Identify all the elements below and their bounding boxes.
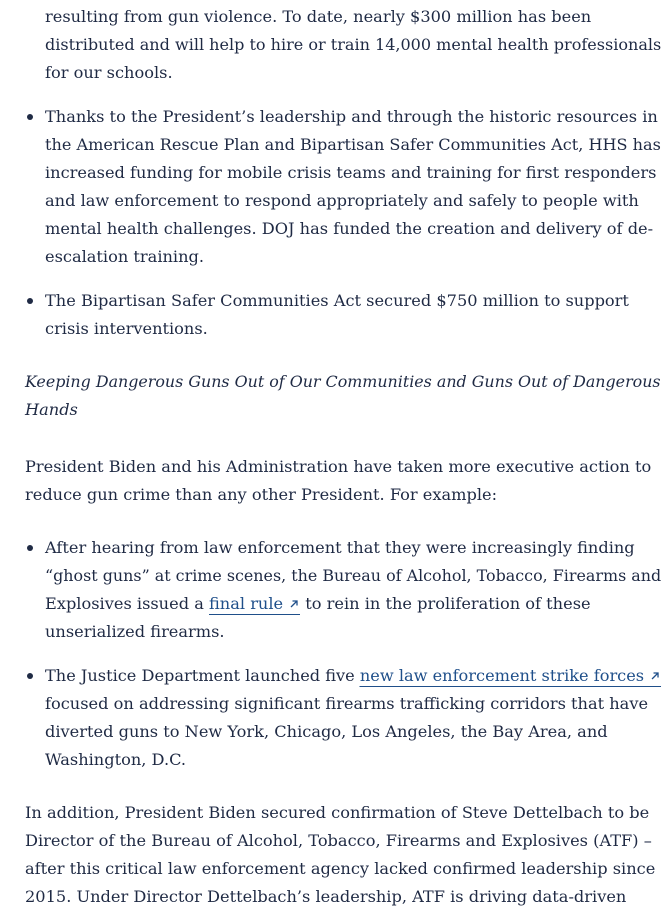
text-line — [45, 662, 661, 690]
link-label: final rule — [209, 594, 284, 613]
bullet-dot — [27, 545, 33, 551]
text-line: resulting from gun violence. To date, nearly $300 million has been — [45, 7, 592, 26]
text-line: for our schools. — [45, 63, 173, 82]
paragraph-line: after this critical law enforcement agency lacked confirmed leadership since — [25, 859, 656, 878]
text-line: mental health challenges. DOJ has funded the creation and delivery of de- — [45, 219, 654, 238]
text-line: Thanks to the President’s leadership and through the historic resources in — [45, 107, 658, 126]
text-span: The Justice Department launched five — [45, 666, 360, 685]
bullet-dot — [27, 298, 33, 304]
text-line: increased funding for mobile crisis teams and training for first responders — [45, 163, 657, 182]
section-heading: Hands — [25, 400, 78, 419]
text-line: focused on addressing significant firearms trafficking corridors that have — [45, 694, 649, 713]
text-line: and law enforcement to respond appropriately and safely to people with — [45, 191, 639, 210]
text-line: diverted guns to New York, Chicago, Los Angeles, the Bay Area, and — [45, 722, 608, 741]
text-line: unserialized firearms. — [45, 622, 225, 641]
bullet-dot — [27, 673, 33, 679]
text-span: to rein in the proliferation of these — [300, 594, 591, 613]
bullet-dot — [27, 114, 33, 120]
paragraph-line: Director of the Bureau of Alcohol, Tobacco, Firearms and Explosives (ATF) – — [25, 831, 652, 850]
paragraph-line: President Biden and his Administration have taken more executive action to — [25, 457, 652, 476]
text-line: “ghost guns” at crime scenes, the Bureau of Alcohol, Tobacco, Firearms and — [45, 566, 662, 585]
text-line: crisis interventions. — [45, 319, 208, 338]
text-line: After hearing from law enforcement that they were increasingly finding — [45, 538, 635, 557]
text-line: The Bipartisan Safer Communities Act secured $750 million to support — [45, 291, 629, 310]
paragraph-line: 2015. Under Director Dettelbach’s leadership, ATF is driving data-driven — [25, 887, 627, 906]
section-heading: Keeping Dangerous Guns Out of Our Communities and Guns Out of Dangerous — [25, 372, 661, 391]
paragraph-line: In addition, President Biden secured confirmation of Steve Dettelbach to be — [25, 803, 650, 822]
final-rule-link[interactable] — [209, 594, 300, 615]
text-line — [45, 590, 591, 618]
text-span: Explosives issued a — [45, 594, 209, 613]
text-line: Washington, D.C. — [45, 750, 187, 769]
strike-forces-link[interactable] — [360, 666, 661, 687]
text-line: distributed and will help to hire or train 14,000 mental health professionals — [45, 35, 662, 54]
external-link-arrow-icon — [649, 670, 661, 682]
link-label: new law enforcement strike forces — [359, 666, 645, 685]
text-line: escalation training. — [45, 247, 205, 266]
external-link-arrow-icon — [288, 598, 300, 610]
paragraph-line: reduce gun crime than any other President. For example: — [25, 485, 498, 504]
text-line: the American Rescue Plan and Bipartisan Safer Communities Act, HHS has — [45, 135, 661, 154]
